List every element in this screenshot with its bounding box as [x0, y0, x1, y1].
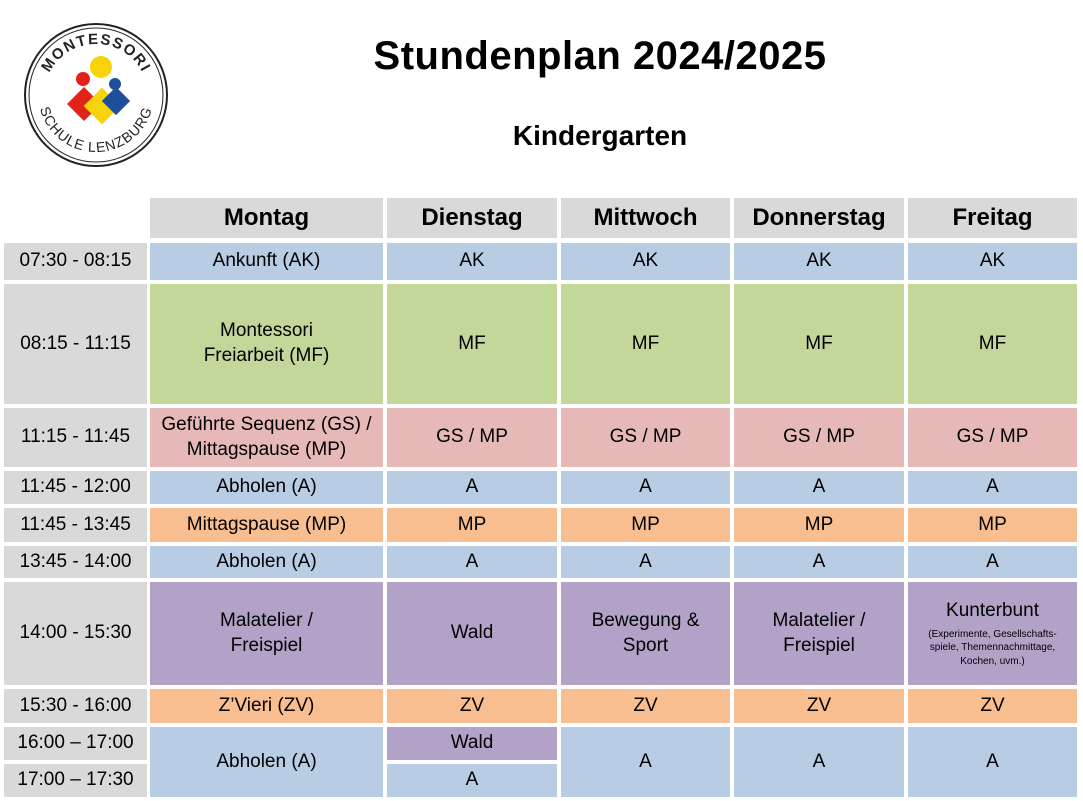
cell-mittag-mittwoch: MP [561, 508, 730, 542]
cell-ankunft-freitag: AK [908, 243, 1077, 280]
cell-text: Malatelier / [772, 609, 866, 631]
cell-abholen2-montag: Abholen (A) [150, 546, 383, 578]
time-slot: 14:00 - 15:30 [4, 582, 147, 685]
cell-abholen-mittwoch: A [561, 471, 730, 504]
cell-zvieri-donnerstag: ZV [734, 689, 904, 723]
time-slot: 15:30 - 16:00 [4, 689, 147, 723]
cell-abholen-donnerstag: A [734, 471, 904, 504]
cell-nachmittag-dienstag: Wald [387, 582, 557, 685]
cell-abholen-montag: Abholen (A) [150, 471, 383, 504]
cell-sequenz-donnerstag: GS / MP [734, 408, 904, 467]
time-slot: 16:00 – 17:00 [4, 727, 147, 760]
time-slot: 17:00 – 17:30 [4, 764, 147, 797]
cell-freiarbeit-mittwoch: MF [561, 284, 730, 404]
cell-note-line: Kochen, uvm.) [960, 655, 1025, 667]
cell-mittag-montag: Mittagspause (MP) [150, 508, 383, 542]
cell-nachmittag-freitag [908, 582, 1077, 685]
cell-title: Kunterbunt [946, 599, 1039, 621]
cell-spaet-freitag: A [908, 727, 1077, 797]
cell-note-line: spiele, Themennachmittage, [929, 642, 1056, 654]
cell-text: Mittagspause (MP) [186, 438, 347, 460]
cell-text: Montessori [220, 320, 313, 342]
day-header-freitag: Freitag [908, 198, 1077, 238]
cell-spaet-dienstag-abholen: A [387, 764, 557, 797]
cell-zvieri-montag: Z’Vieri (ZV) [150, 689, 383, 723]
cell-abholen2-dienstag: A [387, 546, 557, 578]
cell-mittag-freitag: MP [908, 508, 1077, 542]
time-slot: 11:15 - 11:45 [4, 408, 147, 467]
cell-nachmittag-montag [150, 582, 383, 685]
cell-freiarbeit-montag [150, 284, 383, 404]
cell-sequenz-montag [150, 408, 383, 467]
cell-note [928, 628, 1056, 669]
cell-nachmittag-donnerstag [734, 582, 904, 685]
cell-abholen2-donnerstag: A [734, 546, 904, 578]
cell-text: Malatelier / [220, 609, 313, 631]
cell-spaet-donnerstag: A [734, 727, 904, 797]
page-title: Stundenplan 2024/2025 [373, 34, 827, 78]
time-slot: 07:30 - 08:15 [4, 243, 147, 280]
cell-ankunft-dienstag: AK [387, 243, 557, 280]
logo-top-text: MONTESSORI [38, 30, 155, 76]
cell-freiarbeit-donnerstag: MF [734, 284, 904, 404]
cell-freiarbeit-dienstag: MF [387, 284, 557, 404]
cell-sequenz-mittwoch: GS / MP [561, 408, 730, 467]
time-slot: 11:45 - 13:45 [4, 508, 147, 542]
cell-mittag-dienstag: MP [387, 508, 557, 542]
cell-zvieri-freitag: ZV [908, 689, 1077, 723]
page-subtitle: Kindergarten [512, 120, 688, 151]
cell-text: Sport [622, 634, 669, 656]
cell-text: Bewegung & [591, 609, 700, 631]
cell-freiarbeit-freitag: MF [908, 284, 1077, 404]
cell-spaet-dienstag-wald: Wald [387, 727, 557, 760]
cell-zvieri-mittwoch: ZV [561, 689, 730, 723]
day-header-dienstag: Dienstag [387, 198, 557, 238]
logo-bottom-text: SCHULE LENZBURG [36, 104, 156, 156]
cell-mittag-donnerstag: MP [734, 508, 904, 542]
cell-ankunft-mittwoch: AK [561, 243, 730, 280]
cell-note-line: (Experimente, Gesellschafts- [928, 628, 1057, 640]
cell-zvieri-dienstag: ZV [387, 689, 557, 723]
day-header-mittwoch: Mittwoch [561, 198, 730, 238]
cell-sequenz-dienstag: GS / MP [387, 408, 557, 467]
time-slot: 08:15 - 11:15 [4, 284, 147, 404]
cell-text: Freispiel [783, 634, 855, 656]
time-slot: 11:45 - 12:00 [4, 471, 147, 504]
cell-abholen-dienstag: A [387, 471, 557, 504]
cell-text: Geführte Sequenz (GS) / [161, 413, 372, 435]
day-header-donnerstag: Donnerstag [734, 198, 904, 238]
cell-abholen-freitag: A [908, 471, 1077, 504]
school-logo [22, 22, 170, 168]
time-slot: 13:45 - 14:00 [4, 546, 147, 578]
cell-abholen2-freitag: A [908, 546, 1077, 578]
cell-sequenz-freitag: GS / MP [908, 408, 1077, 467]
cell-text: Freiarbeit (MF) [203, 345, 330, 366]
cell-abholen2-mittwoch: A [561, 546, 730, 578]
cell-spaet-mittwoch: A [561, 727, 730, 797]
day-header-montag: Montag [150, 198, 383, 238]
cell-ankunft-montag: Ankunft (AK) [150, 243, 383, 280]
cell-text: Freispiel [230, 634, 303, 656]
cell-nachmittag-mittwoch [561, 582, 730, 685]
cell-ankunft-donnerstag: AK [734, 243, 904, 280]
cell-spaet-montag: Abholen (A) [150, 727, 383, 797]
